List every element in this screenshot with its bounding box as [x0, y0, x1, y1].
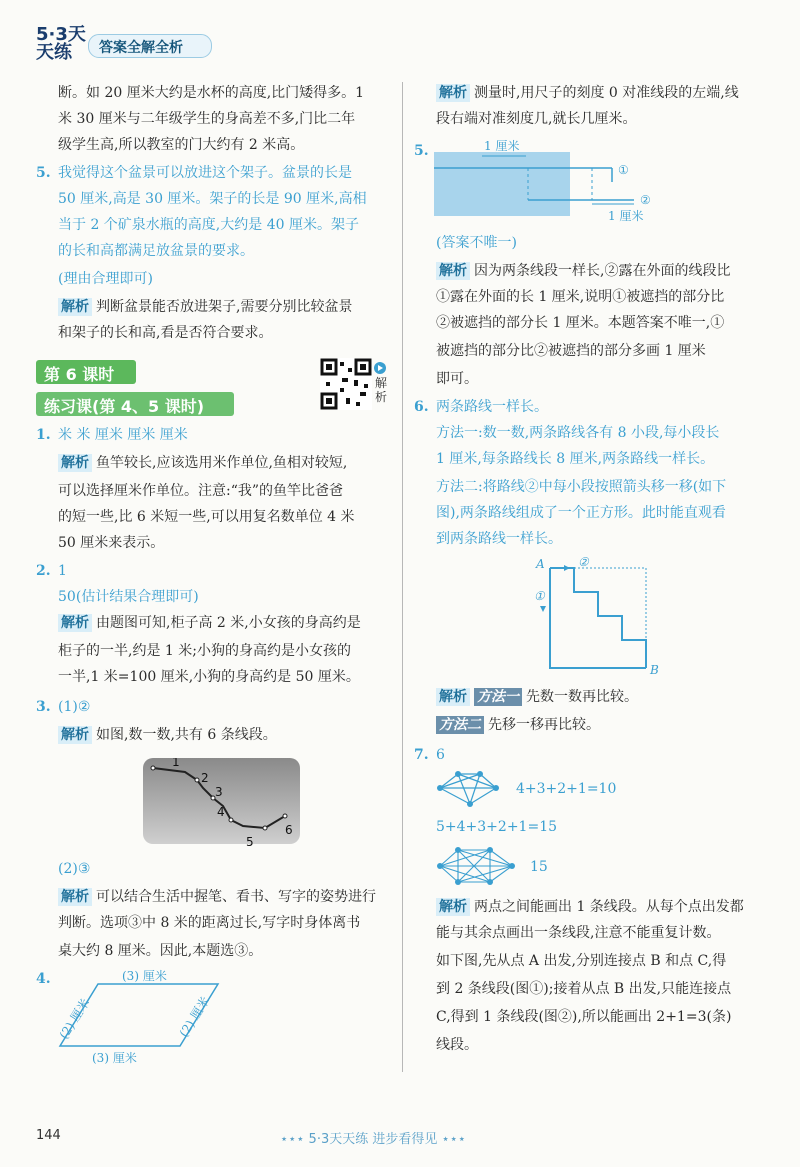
- analysis-line: 线段。: [436, 1037, 478, 1053]
- analysis-line: 判断。选项③中 8 米的距离过长,写字时身体离书: [58, 915, 361, 931]
- analysis-line: 桌大约 8 厘米。因此,本题选③。: [58, 943, 263, 959]
- route-figure: [534, 556, 666, 680]
- qr-code-icon[interactable]: [320, 358, 374, 410]
- analysis-line: [58, 888, 376, 906]
- graph-vertex: [509, 863, 515, 869]
- question-number: 1.: [36, 427, 51, 443]
- analysis-text: 先移一移再比较。: [488, 717, 600, 733]
- analysis-tag: 解析: [58, 614, 92, 632]
- lesson-title-bar: [36, 360, 136, 384]
- length-label: 1 厘米: [484, 139, 520, 153]
- footer-slogan: ⋆⋆⋆ 5·3天天练 进步看得见 ⋆⋆⋆: [280, 1132, 466, 1147]
- left-text-line: 米 30 厘米与二年级学生的身高差不多,门比二年: [58, 111, 356, 127]
- analysis-tag: 解析: [58, 454, 92, 472]
- segment-label: 1: [172, 758, 180, 769]
- analysis-text: 由题图可知,柜子高 2 米,小女孩的身高约是: [96, 615, 361, 631]
- column-divider: [402, 82, 403, 1072]
- answer-line: 方法二:将路线②中每小段按照箭头移一移(如下: [436, 479, 727, 495]
- analysis-text: 测量时,用尺子的刻度 0 对准线段的左端,线: [474, 85, 739, 101]
- analysis-tag: 解析: [58, 726, 92, 744]
- lesson-title: 第 6 课时: [44, 365, 115, 384]
- analysis-line: [436, 262, 730, 280]
- length-label: 1 厘米: [608, 209, 644, 223]
- line-marker: ②: [640, 193, 651, 207]
- analysis-line: 被遮挡的部分比②被遮挡的部分多画 1 厘米: [436, 343, 706, 359]
- answer-line: 我觉得这个盆景可以放进这个架子。盆景的长是: [58, 165, 352, 181]
- analysis-tag: 解析: [436, 262, 470, 280]
- graph-vertex: [455, 847, 461, 853]
- segment-label: 2: [201, 771, 209, 785]
- segment-label: 6: [285, 823, 293, 837]
- route-label: ②: [578, 556, 589, 569]
- answer-note: (答案不唯一): [436, 235, 517, 251]
- graph-vertex: [437, 863, 443, 869]
- analysis-line: 即可。: [436, 371, 478, 387]
- answer-line: 6: [436, 747, 445, 763]
- answer-line: 50 厘米,高是 30 厘米。架子的长是 90 厘米,高相: [58, 191, 367, 207]
- segment-label: 4: [217, 805, 225, 819]
- segment-label: 5: [246, 835, 254, 849]
- analysis-line: 50 厘米来表示。: [58, 535, 165, 551]
- graph-edge: [490, 850, 512, 866]
- analysis-tag: 解析: [436, 898, 470, 916]
- left-text-line: 断。如 20 厘米大约是水杯的高度,比门矮得多。1: [58, 85, 365, 101]
- qr-label: 解析: [375, 376, 388, 404]
- answer-line: 到两条路线一样长。: [436, 531, 562, 547]
- question-number: 4.: [36, 971, 51, 987]
- answer-line: 图),两条路线组成了一个正方形。此时能直观看: [436, 505, 726, 521]
- analysis-line: [58, 298, 352, 316]
- answer-line: 当于 2 个矿泉水瓶的高度,大约是 40 厘米。架子: [58, 217, 359, 233]
- question-number: 7.: [414, 747, 429, 763]
- left-text-line: 级学生高,所以教室的门大约有 2 米高。: [58, 137, 305, 153]
- answer-line: (2)③: [58, 861, 91, 877]
- analysis-tag: 解析: [58, 298, 92, 316]
- analysis-line: [58, 726, 277, 744]
- header-badge: [88, 34, 212, 58]
- analysis-line: [436, 898, 744, 916]
- play-arrow-icon: [374, 362, 386, 374]
- answer-line: (1)②: [58, 699, 91, 715]
- question-number: 6.: [414, 399, 429, 415]
- equation: 15: [530, 859, 548, 875]
- answer-line: 方法一:数一数,两条路线各有 8 小段,每小段长: [436, 425, 720, 441]
- analysis-tag: 解析: [436, 688, 470, 706]
- analysis-text: 判断盆景能否放进架子,需要分别比较盆景: [96, 299, 353, 315]
- point-label: A: [536, 557, 545, 571]
- analysis-text: 两点之间能画出 1 条线段。从每个点出发都: [474, 899, 744, 915]
- method-tag: 方法二: [436, 716, 484, 734]
- analysis-line: C,得到 1 条线段(图②),所以能画出 2+1=3(条): [436, 1009, 732, 1025]
- point-label: B: [650, 663, 659, 677]
- analysis-line: 可以选择厘米作单位。注意:“我”的鱼竿比爸爸: [58, 483, 344, 499]
- graph-edge: [490, 866, 512, 882]
- graph-vertex: [455, 879, 461, 885]
- answer-line: 50(估计结果合理即可): [58, 589, 199, 605]
- answer-line: 的长和高都满足放盆景的要求。: [58, 243, 254, 259]
- analysis-line: 能与其余点画出一条线段,注意不能重复计数。: [436, 925, 721, 941]
- analysis-line: 到 2 条线段(图①);接着从点 B 出发,只能连接点: [436, 981, 732, 997]
- analysis-text: 可以结合生活中握笔、看书、写字的姿势进行: [96, 889, 376, 905]
- analysis-line: 段右端对准刻度几,就长几厘米。: [436, 111, 637, 127]
- route-label: ①: [534, 589, 545, 603]
- question-number: 3.: [36, 699, 51, 715]
- segment-figure: [143, 758, 300, 850]
- analysis-line: [436, 84, 739, 102]
- analysis-line: [58, 614, 361, 632]
- analysis-line: 和架子的长和高,看是否符合要求。: [58, 325, 273, 341]
- analysis-text: 鱼竿较长,应该选用米作单位,鱼相对较短,: [96, 455, 348, 471]
- answer-line: 1 厘米,每条路线长 8 厘米,两条路线一样长。: [436, 451, 715, 467]
- analysis-text: 先数一数再比较。: [526, 689, 638, 705]
- line-marker: ①: [618, 163, 629, 177]
- occlusion-figure: [434, 138, 684, 228]
- analysis-line: 一半,1 米=100 厘米,小狗的身高约是 50 厘米。: [58, 669, 360, 685]
- hexagon-graph: [434, 844, 520, 888]
- analysis-text: 因为两条线段一样长,②露在外面的线段比: [474, 263, 731, 279]
- answer-line: 两条路线一样长。: [436, 399, 548, 415]
- analysis-tag: 解析: [436, 84, 470, 102]
- equation: 4+3+2+1=10: [516, 781, 617, 797]
- equation: 5+4+3+2+1=15: [436, 819, 558, 835]
- analysis-line: [436, 688, 638, 706]
- analysis-line: ①露在外面的长 1 厘米,说明①被遮挡的部分比: [436, 289, 725, 305]
- parallelogram-figure: [40, 966, 230, 1066]
- lesson-subtitle: 练习课(第 4、5 课时): [44, 397, 205, 416]
- graph-vertex: [487, 879, 493, 885]
- question-number: 5.: [36, 165, 51, 181]
- bottom-side-label: (3) 厘米: [92, 1051, 137, 1065]
- analysis-tag: 解析: [58, 888, 92, 906]
- analysis-line: 如下图,先从点 A 出发,分别连接点 B 和点 C,得: [436, 953, 727, 969]
- book-logo: 5·3天天练: [36, 24, 86, 63]
- answer-note: (理由合理即可): [58, 271, 153, 287]
- right-side-label: (2) 厘米: [176, 994, 213, 1040]
- question-number: 5.: [414, 143, 429, 159]
- question-number: 2.: [36, 563, 51, 579]
- segment-label: 3: [215, 785, 223, 799]
- graph-vertex: [487, 847, 493, 853]
- analysis-line: ②被遮挡的部分长 1 厘米。本题答案不唯一,①: [436, 315, 725, 331]
- answer-line: 米 米 厘米 厘米 厘米: [58, 427, 188, 443]
- top-side-label: (3) 厘米: [122, 969, 167, 983]
- lesson-subtitle-bar: [36, 392, 234, 416]
- analysis-line: [436, 716, 600, 734]
- analysis-line: 的短一些,比 6 米短一些,可以用复名数单位 4 米: [58, 509, 355, 525]
- answer-line: 1: [58, 563, 67, 579]
- analysis-text: 如图,数一数,共有 6 条线段。: [96, 727, 277, 743]
- pentagon-graph: [434, 770, 504, 808]
- method-tag: 方法一: [474, 688, 522, 706]
- analysis-line: [58, 454, 347, 472]
- analysis-line: 柜子的一半,约是 1 米;小狗的身高约是小女孩的: [58, 643, 351, 659]
- left-side-label: (2) 厘米: [56, 996, 93, 1042]
- header-badge-label: 答案全解全析: [99, 40, 183, 56]
- page-number: 144: [36, 1128, 61, 1143]
